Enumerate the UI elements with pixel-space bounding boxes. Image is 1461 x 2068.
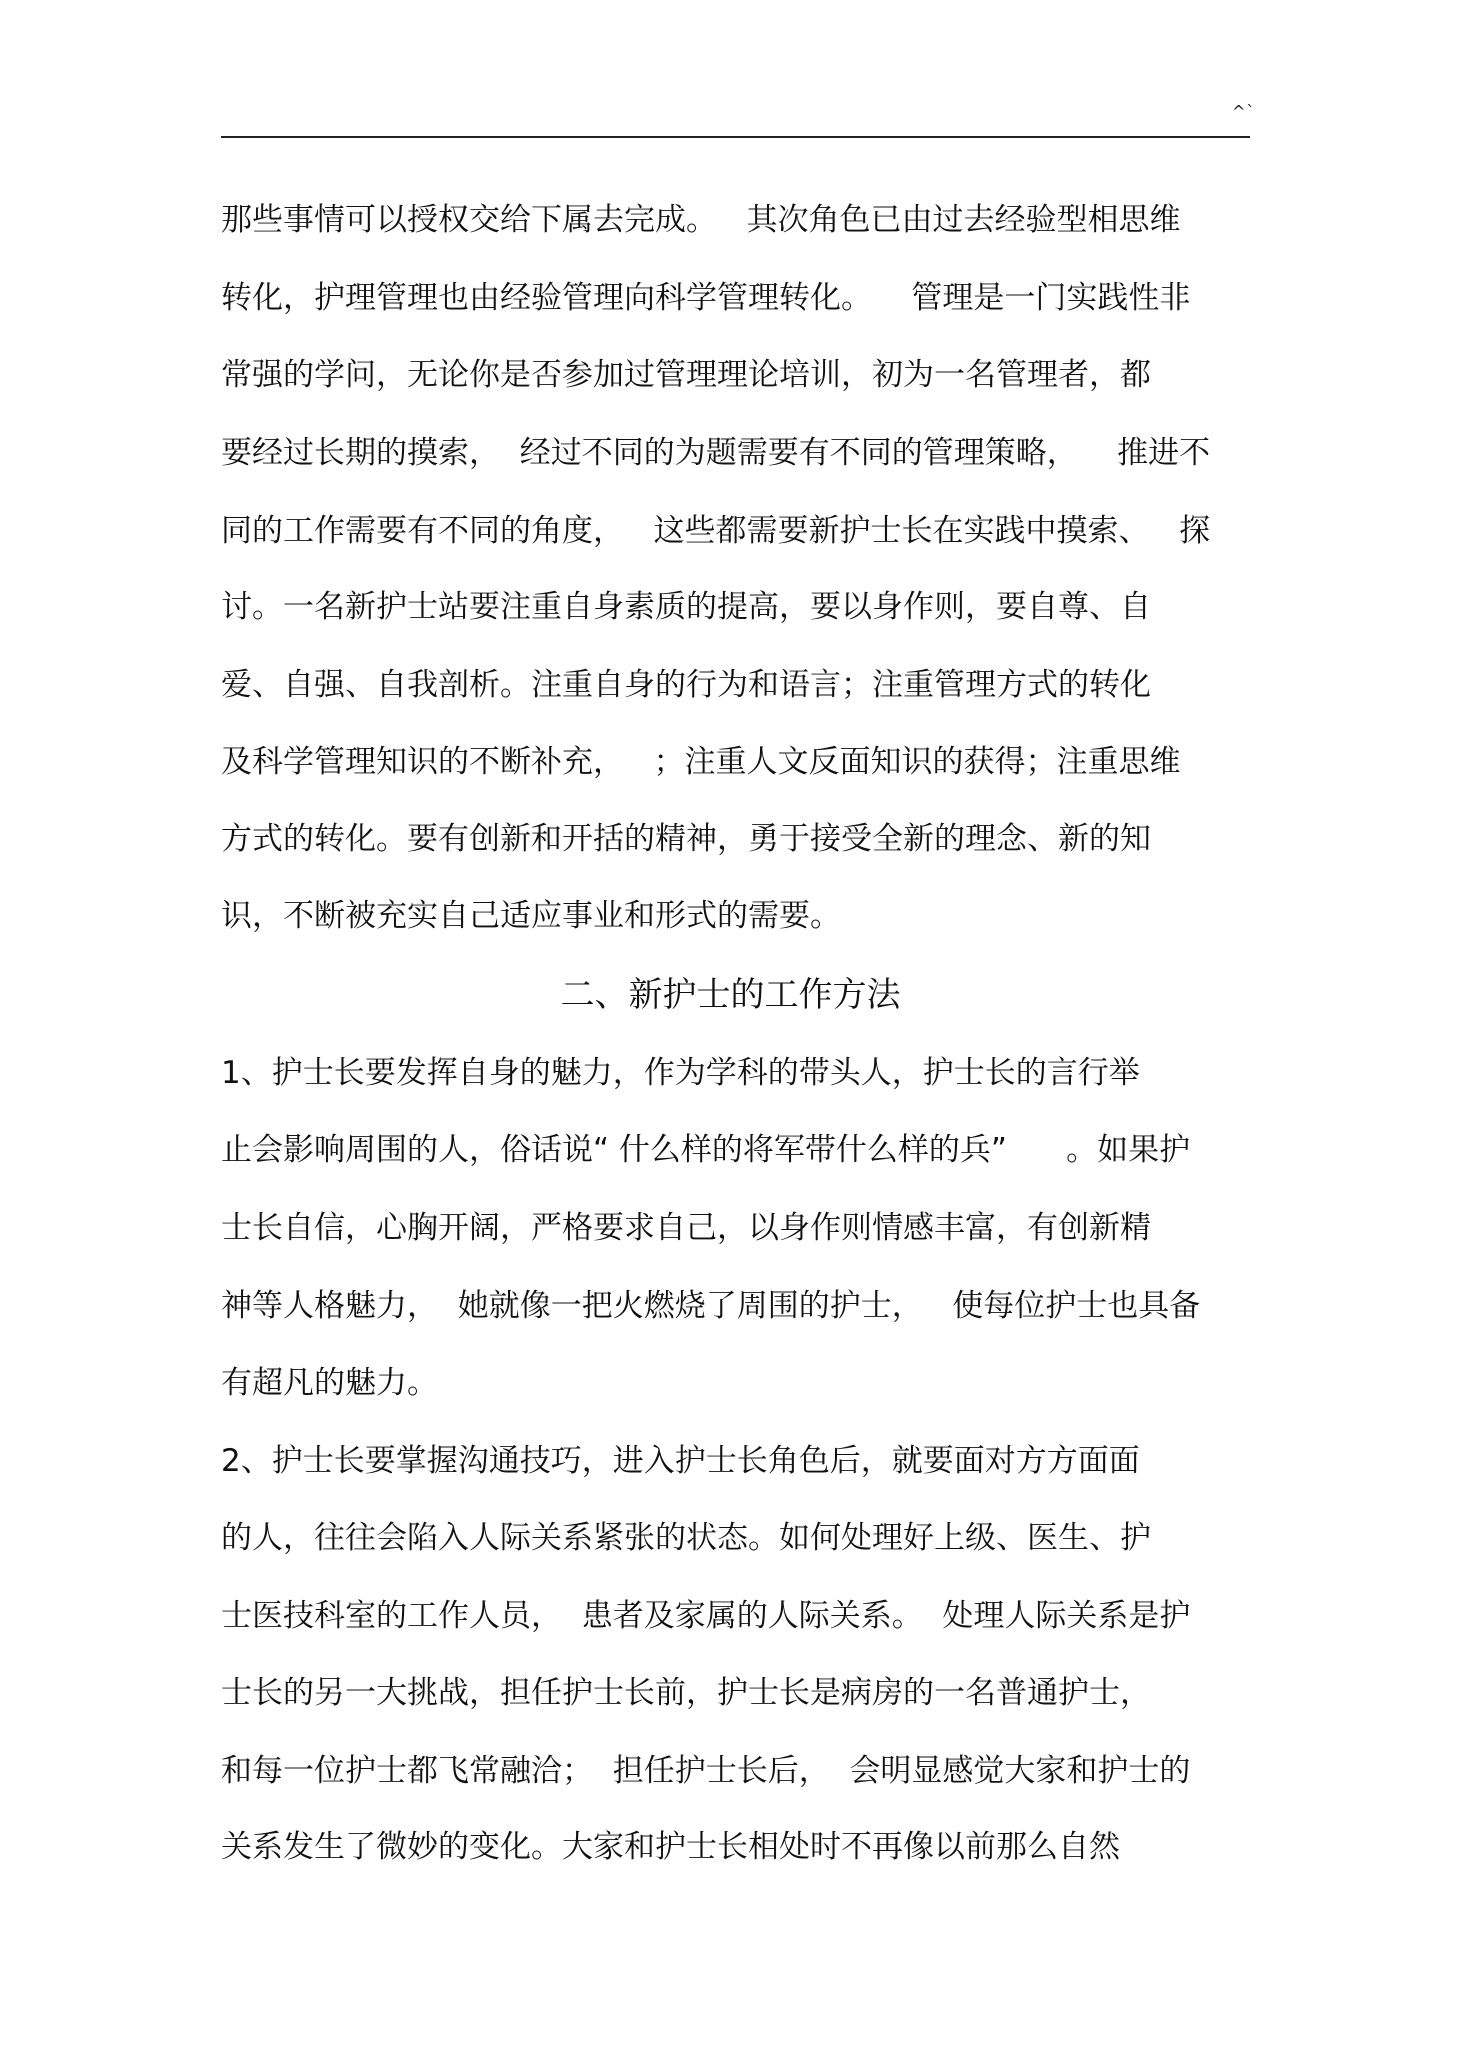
section-heading: 二、新护士的工作方法 bbox=[560, 975, 901, 1015]
text-line: 同的工作需要有不同的角度， 这些都需要新护士长在实践中摸索、 探 bbox=[221, 513, 1211, 549]
text-line: 的人，往往会陷入人际关系紧张的状态。如何处理好上级、医生、护 bbox=[221, 1520, 1151, 1556]
text-line: 有超凡的魅力。 bbox=[221, 1365, 438, 1401]
text-line: 士长自信，心胸开阔，严格要求自己，以身作则情感丰富，有创新精 bbox=[221, 1210, 1151, 1246]
text-line: 要经过长期的摸索， 经过不同的为题需要有不同的管理策略， 推进不 bbox=[221, 435, 1211, 471]
text-line: 士医技科室的工作人员， 患者及家属的人际关系。 处理人际关系是护 bbox=[221, 1598, 1191, 1634]
text-line: 那些事情可以授权交给下属去完成。 其次角色已由过去经验型相思维 bbox=[221, 202, 1181, 238]
text-line: 神等人格魅力， 她就像一把火燃烧了周围的护士， 使每位护士也具备 bbox=[221, 1288, 1201, 1324]
text-line: 讨。一名新护士站要注重自身素质的提高，要以身作则，要自尊、自 bbox=[221, 589, 1151, 625]
header-mark: ^` bbox=[1232, 102, 1256, 121]
text-line: 2、护士长要掌握沟通技巧，进入护士长角色后，就要面对方方面面 bbox=[221, 1443, 1140, 1479]
text-line: 止会影响周围的人，俗话说“ 什么样的将军带什么样的兵” 。如果护 bbox=[221, 1132, 1191, 1168]
text-line: 1、护士长要发挥自身的魅力，作为学科的带头人，护士长的言行举 bbox=[221, 1055, 1140, 1091]
text-line: 和每一位护士都飞常融洽； 担任护士长后， 会明显感觉大家和护士的 bbox=[221, 1753, 1191, 1789]
text-line: 常强的学问，无论你是否参加过管理理论培训，初为一名管理者，都 bbox=[221, 357, 1151, 393]
text-line: 转化，护理管理也由经验管理向科学管理转化。 管理是一门实践性非 bbox=[221, 280, 1191, 316]
text-line: 及科学管理知识的不断补充， ；注重人文反面知识的获得；注重思维 bbox=[221, 744, 1181, 780]
text-line: 士长的另一大挑战，担任护士长前，护士长是病房的一名普通护士， bbox=[221, 1675, 1151, 1711]
text-line: 识，不断被充实自己适应事业和形式的需要。 bbox=[221, 898, 841, 934]
text-line: 关系发生了微妙的变化。大家和护士长相处时不再像以前那么自然 bbox=[221, 1829, 1120, 1865]
header-rule bbox=[221, 136, 1250, 138]
text-line: 爱、自强、自我剖析。注重自身的行为和语言；注重管理方式的转化 bbox=[221, 667, 1151, 703]
text-line: 方式的转化。要有创新和开括的精神，勇于接受全新的理念、新的知 bbox=[221, 821, 1151, 857]
